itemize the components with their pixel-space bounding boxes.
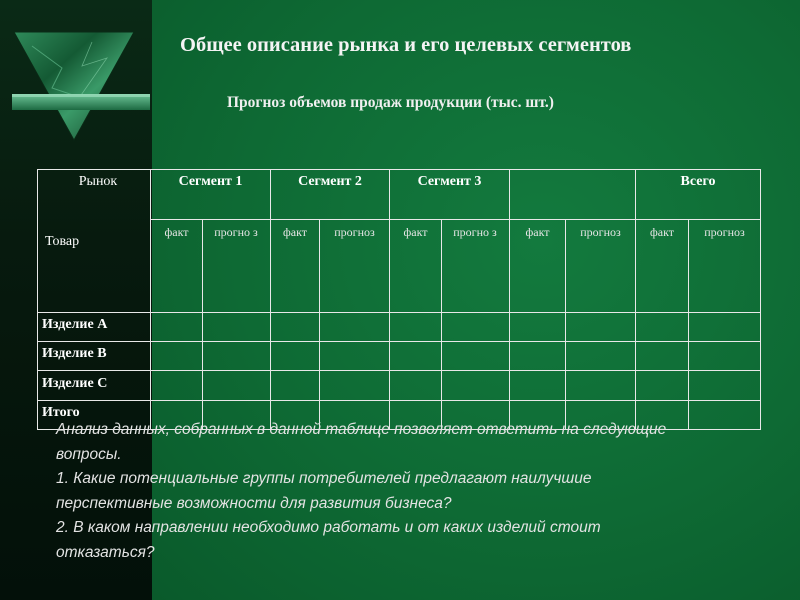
analysis-line: Анализ данных, собранных в данной таблице позволяет ответить на следующие — [56, 421, 667, 438]
sub-header-fact: факт — [649, 225, 675, 239]
slide-subtitle: Прогноз объемов продаж продукции (тыс. шт.) — [227, 94, 554, 111]
sub-header-fact: факт — [403, 225, 428, 239]
sub-header-forecast: прогноз — [580, 225, 621, 239]
sub-header-forecast: прогно з — [453, 225, 497, 239]
analysis-line: 1. Какие потенциальные группы потребителей предлагают наилучшие — [56, 470, 592, 487]
row-label-product-b: Изделие В — [42, 346, 107, 361]
analysis-line: перспективные возможности для развития бизнеса? — [56, 494, 452, 512]
segment-header-3: Сегмент 3 — [417, 174, 482, 189]
total-header: Всего — [680, 174, 716, 189]
analysis-line: 2. В каком направлении необходимо работать и от каких изделий стоит — [56, 519, 601, 536]
sub-header-fact: факт — [164, 225, 189, 239]
analysis-text — [56, 418, 756, 565]
segment-header-1: Сегмент 1 — [178, 174, 243, 189]
segment-header-2: Сегмент 2 — [298, 174, 362, 189]
row-label-total: Итого — [42, 405, 80, 420]
analysis-line: вопросы. — [56, 445, 122, 463]
sub-header-forecast: прогноз — [704, 225, 745, 239]
corner-market-label: Рынок — [78, 174, 118, 189]
slide-title: Общее описание рынка и его целевых сегментов — [180, 34, 632, 56]
sub-header-fact: факт — [525, 225, 550, 239]
row-label-product-a: Изделие А — [42, 317, 108, 332]
sub-header-forecast: прогноз — [334, 225, 375, 239]
sub-header-fact: факт — [282, 225, 308, 239]
sub-header-forecast: прогно з — [214, 225, 258, 239]
green-marble-triangle-icon — [12, 28, 152, 146]
analysis-line: отказаться? — [56, 543, 155, 561]
row-label-product-c: Изделие С — [42, 376, 108, 391]
corner-product-label: Товар — [45, 234, 80, 249]
